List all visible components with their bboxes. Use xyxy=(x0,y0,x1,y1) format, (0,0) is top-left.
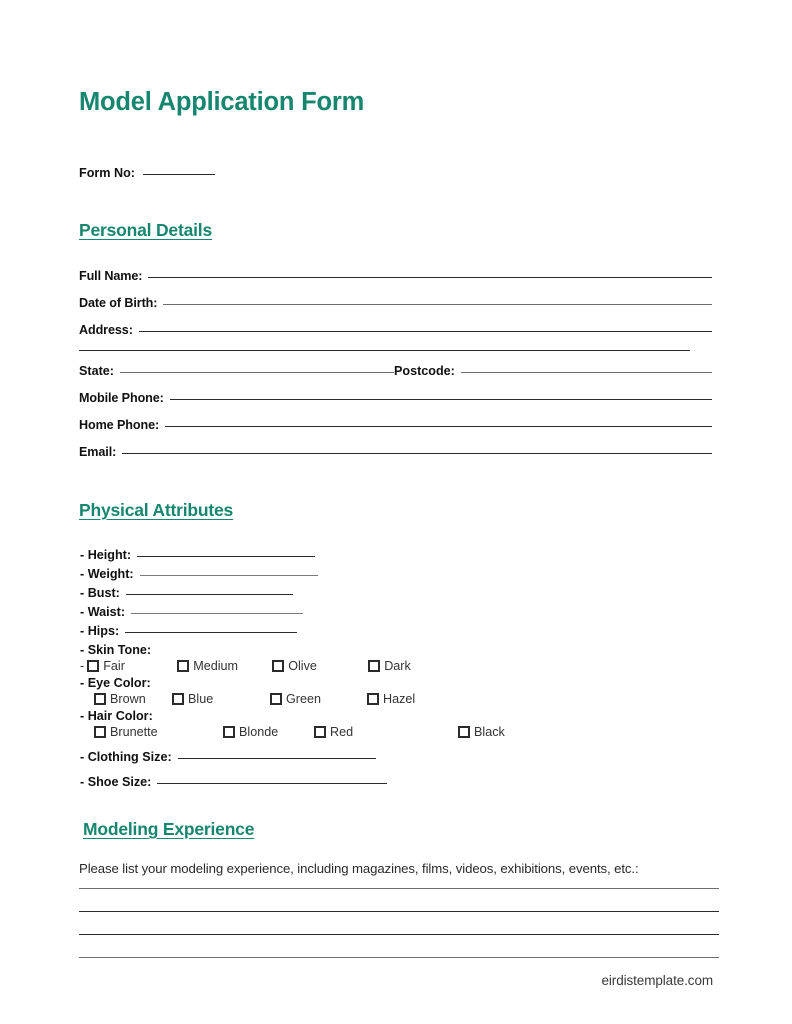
personal-details-fields xyxy=(79,269,712,459)
field-row-mobile-phone xyxy=(79,391,712,405)
state-input[interactable] xyxy=(120,372,394,373)
checkbox-icon[interactable] xyxy=(172,693,184,705)
hair-color-label: - Hair Color: xyxy=(80,709,153,724)
address-input-line-2[interactable] xyxy=(79,350,690,351)
email-input[interactable] xyxy=(122,453,712,454)
checkbox-eye-color-hazel[interactable] xyxy=(367,692,415,706)
checkbox-label: Brown xyxy=(110,692,146,707)
weight-label: - Weight: xyxy=(80,567,134,582)
checkbox-label: Blonde xyxy=(239,725,279,740)
physical-attributes-fields xyxy=(79,548,712,789)
field-row-hips xyxy=(80,624,712,638)
clothing-size-input[interactable] xyxy=(178,758,376,759)
field-row-shoe-size xyxy=(80,775,712,789)
full-name-input[interactable] xyxy=(148,277,712,278)
answer-line[interactable] xyxy=(79,934,719,935)
field-row-home-phone xyxy=(79,418,712,432)
checkbox-label: Hazel xyxy=(383,692,416,707)
checkbox-icon[interactable] xyxy=(314,726,326,738)
field-row-waist xyxy=(80,605,712,619)
shoe-size-label: - Shoe Size: xyxy=(80,775,152,790)
checkbox-label: Brunette xyxy=(110,725,158,740)
field-row-clothing-size xyxy=(80,750,712,764)
checkbox-skin-tone-dark[interactable] xyxy=(368,659,411,673)
address-label: Address: xyxy=(79,323,133,338)
postcode-label: Postcode: xyxy=(394,364,455,379)
date-of-birth-input[interactable] xyxy=(163,304,712,305)
full-name-label: Full Name: xyxy=(79,269,143,284)
checkbox-icon[interactable] xyxy=(94,726,106,738)
mobile-phone-label: Mobile Phone: xyxy=(79,391,164,406)
address-input[interactable] xyxy=(139,331,712,332)
checkbox-icon[interactable] xyxy=(94,693,106,705)
checkbox-label: Black xyxy=(474,725,505,740)
skin-tone-label: - Skin Tone: xyxy=(80,643,152,658)
home-phone-input[interactable] xyxy=(165,426,712,427)
checkbox-label: Dark xyxy=(384,659,411,674)
checkbox-label: Fair xyxy=(103,659,125,674)
field-row-email xyxy=(79,445,712,459)
checkbox-label: Green xyxy=(286,692,322,707)
eye-color-label: - Eye Color: xyxy=(80,676,151,691)
field-row-address xyxy=(79,323,712,337)
bust-label: - Bust: xyxy=(80,586,120,601)
footer-watermark: eirdistemplate.com xyxy=(601,973,713,988)
checkbox-icon[interactable] xyxy=(368,660,380,672)
checkbox-hair-color-brunette[interactable] xyxy=(94,725,223,739)
hips-label: - Hips: xyxy=(80,624,120,639)
shoe-size-input[interactable] xyxy=(157,783,387,784)
waist-input[interactable] xyxy=(131,613,303,614)
home-phone-label: Home Phone: xyxy=(79,418,160,433)
form-no-input[interactable] xyxy=(143,174,215,175)
section-heading-personal-details: Personal Details xyxy=(79,220,212,241)
checkbox-icon[interactable] xyxy=(458,726,470,738)
field-row-weight xyxy=(80,567,712,581)
waist-label: - Waist: xyxy=(80,605,126,620)
eye-color-options xyxy=(80,692,712,706)
checkbox-hair-color-red[interactable] xyxy=(314,725,458,739)
form-no-row xyxy=(79,166,712,180)
checkbox-eye-color-green[interactable] xyxy=(270,692,367,706)
hips-input[interactable] xyxy=(125,632,297,633)
email-label: Email: xyxy=(79,445,117,460)
checkbox-label: Red xyxy=(330,725,354,740)
date-of-birth-label: Date of Birth: xyxy=(79,296,158,311)
state-label: State: xyxy=(79,364,114,379)
answer-line[interactable] xyxy=(79,888,719,889)
modeling-experience-instruction: Please list your modeling experience, including magazines, films, videos, exhibitions, events, etc.: xyxy=(79,861,639,877)
checkbox-eye-color-blue[interactable] xyxy=(172,692,270,706)
skin-tone-lead-dash: - xyxy=(80,659,85,674)
field-row-state-postcode xyxy=(79,364,712,378)
answer-line[interactable] xyxy=(79,957,719,958)
checkbox-skin-tone-medium[interactable] xyxy=(177,659,272,673)
checkbox-icon[interactable] xyxy=(270,693,282,705)
checkbox-hair-color-blonde[interactable] xyxy=(223,725,314,739)
checkbox-skin-tone-fair[interactable] xyxy=(87,659,177,673)
clothing-size-label: - Clothing Size: xyxy=(80,750,172,765)
checkbox-hair-color-black[interactable] xyxy=(458,725,505,739)
hair-color-options xyxy=(80,725,712,739)
checkbox-eye-color-brown[interactable] xyxy=(94,692,172,706)
section-heading-modeling-experience: Modeling Experience xyxy=(83,819,255,840)
form-no-label: Form No: xyxy=(79,166,135,181)
field-row-height xyxy=(80,548,712,562)
state-group xyxy=(79,364,394,378)
bust-input[interactable] xyxy=(126,594,293,595)
checkbox-label: Olive xyxy=(288,659,317,674)
page-title: Model Application Form xyxy=(79,88,365,116)
checkbox-label: Blue xyxy=(188,692,214,707)
section-heading-physical-attributes: Physical Attributes xyxy=(79,500,234,521)
skin-tone-options xyxy=(80,659,712,673)
field-row-date-of-birth xyxy=(79,296,712,310)
postcode-input[interactable] xyxy=(461,372,712,373)
checkbox-skin-tone-olive[interactable] xyxy=(272,659,368,673)
checkbox-icon[interactable] xyxy=(367,693,379,705)
height-input[interactable] xyxy=(137,556,315,557)
checkbox-icon[interactable] xyxy=(272,660,284,672)
checkbox-label: Medium xyxy=(193,659,238,674)
field-row-full-name xyxy=(79,269,712,283)
height-label: - Height: xyxy=(80,548,132,563)
field-row-bust xyxy=(80,586,712,600)
checkbox-icon[interactable] xyxy=(223,726,235,738)
checkbox-icon[interactable] xyxy=(87,660,99,672)
weight-input[interactable] xyxy=(140,575,318,576)
mobile-phone-input[interactable] xyxy=(170,399,712,400)
answer-line[interactable] xyxy=(79,911,719,912)
postcode-group xyxy=(394,364,712,378)
checkbox-icon[interactable] xyxy=(177,660,189,672)
modeling-experience-answer-lines xyxy=(79,888,712,958)
